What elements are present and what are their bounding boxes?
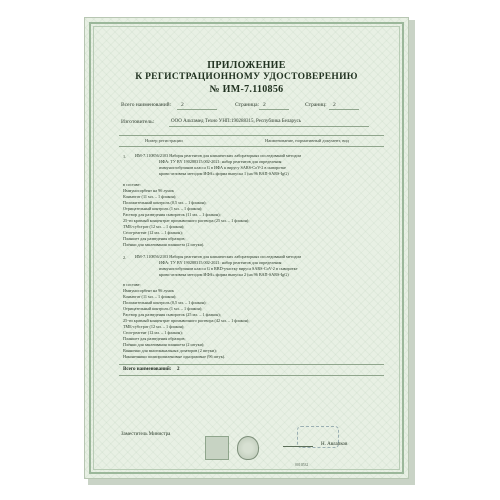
composition-item: Иммуносорбент на 96 лунок (123, 188, 174, 193)
table-top-rule (119, 135, 384, 136)
composition-item: Ванночки для многоканальных дозаторов (2 штуки); (123, 348, 217, 353)
title-line-3: № ИМ-7.110856 (209, 84, 284, 95)
producer-label: Изготовитель: (121, 119, 155, 125)
composition-item: Отрицательный контроль (1 мл. – 1 флакон); (123, 306, 203, 311)
item-desc-line: ИМ-7.110856/2103 Наборы реагентов для клинических лабораторных исследований методом (135, 254, 302, 259)
table-header-col2: Наименование, нормативный документ, вид (265, 138, 350, 143)
composition-item: Плёнки для заклеивания планшета (2 штуки). (123, 242, 205, 247)
bottom-code: 0010532 (295, 463, 309, 467)
meta-underline-1 (177, 109, 217, 110)
item-desc-line: ИФА: ТУ BY 190288315.002-2021: набор реагентов для определения (159, 260, 282, 265)
producer-value: ООО Альтамед Техно УНП:190288315, Республика Беларусь (171, 119, 301, 124)
signature-line (283, 446, 313, 447)
table-header-col1: Номер регистрации (145, 138, 183, 143)
composition-item: Стоп-реагент (12 мл. – 1 флакон); (123, 330, 183, 335)
composition-item: Наконечники полипропиленовые одноразовые (96 штук). (123, 354, 226, 359)
page-value: 2 (263, 102, 266, 108)
composition-item: ТМБ-субстрат (12 мл. – 1 флакон); (123, 324, 185, 329)
item-desc-line: иммуноглобулинов класса G в ИФА к вирусу SARS-CoV-2 в сыворотке (159, 165, 286, 170)
composition-item: Планшет для разведения образцов; (123, 336, 186, 341)
composition-item: Отрицательный контроль (1 мл. – 1 флакон); (123, 206, 203, 211)
pages-value: 2 (333, 102, 336, 108)
signer-name: Н. Авлапков (321, 442, 348, 447)
meta-underline-2 (259, 109, 289, 110)
item-desc-line: крови человека методом ИФА»:форма выпуска 2 (на 96 ВАП-SARS-IgG) (159, 272, 289, 277)
composition-title: в составе: (123, 182, 141, 187)
pages-label: Страниц: (305, 102, 327, 108)
item-desc-line: ИФА: ТУ BY 190288315.002-2021: набор реагентов для определения (159, 159, 282, 164)
composition-item: 25-ти кратный концентрат промывочного раствора (42 мл. – 1 флакон); (123, 318, 250, 323)
composition-item: Раствор для разведения сывороток (11 мл. – 1 флакон); (123, 212, 221, 217)
composition-item: Стоп-реагент (12 мл. – 1 флакон); (123, 230, 183, 235)
composition-item: Раствор для разведения сывороток (25 мл. – 1 флакон); (123, 312, 221, 317)
qr-code (205, 436, 229, 460)
meta-underline-3 (329, 109, 359, 110)
composition-title: в составе: (123, 282, 141, 287)
composition-item: Иммуносорбент на 96 лунок (123, 288, 174, 293)
total-top-rule (119, 364, 384, 365)
composition-item: Положительный контроль (0,5 мл. – 1 флакон); (123, 300, 207, 305)
page-label: Страница: (235, 102, 260, 108)
total-label: Всего наименований: (121, 102, 172, 108)
footer-total-value: 2 (177, 367, 180, 372)
item-desc-line: иммуноглобулинов класса G в RBD-участку вируса SARS-CoV-2 в сыворотке (159, 266, 298, 271)
composition-item: Плёнки для заклеивания планшета (2 штуки); (123, 342, 205, 347)
table-header-rule (119, 146, 384, 147)
title-line-1: ПРИЛОЖЕНИЕ (207, 60, 286, 71)
producer-underline (169, 126, 369, 127)
composition-item: 25-ти кратный концентрат промывочного раствора (25 мл. – 1 флакон); (123, 218, 250, 223)
title-line-2: К РЕГИСТРАЦИОННОМУ УДОСТОВЕРЕНИЮ (135, 72, 358, 82)
total-bottom-rule (119, 375, 384, 376)
footer-total-label: Всего наименований: (123, 367, 172, 372)
item-number: 2. (123, 255, 127, 260)
composition-item: Конъюгат (11 мл. – 1 флакон); (123, 194, 177, 199)
item-number: 1. (123, 154, 127, 159)
state-emblem (237, 436, 259, 460)
composition-item: Положительный контроль (0,5 мл. – 1 флакон); (123, 200, 207, 205)
deputy-minister-label: Заместитель Министра (121, 432, 171, 437)
composition-item: Планшет для разведения образцов; (123, 236, 186, 241)
total-value: 2 (181, 102, 184, 108)
item-desc-line: крови человека методом ИФА»:форма выпуска 1 (на 96 ВАП-SARS-IgG) (159, 171, 289, 176)
composition-item: Конъюгат (11 мл. – 1 флакон); (123, 294, 177, 299)
composition-item: ТМБ-субстрат (12 мл. – 1 флакон); (123, 224, 185, 229)
item-desc-line: ИМ-7.110856/2103 Наборы реагентов для клинических лабораторных исследований методом (135, 153, 302, 158)
certificate-page (84, 17, 409, 479)
